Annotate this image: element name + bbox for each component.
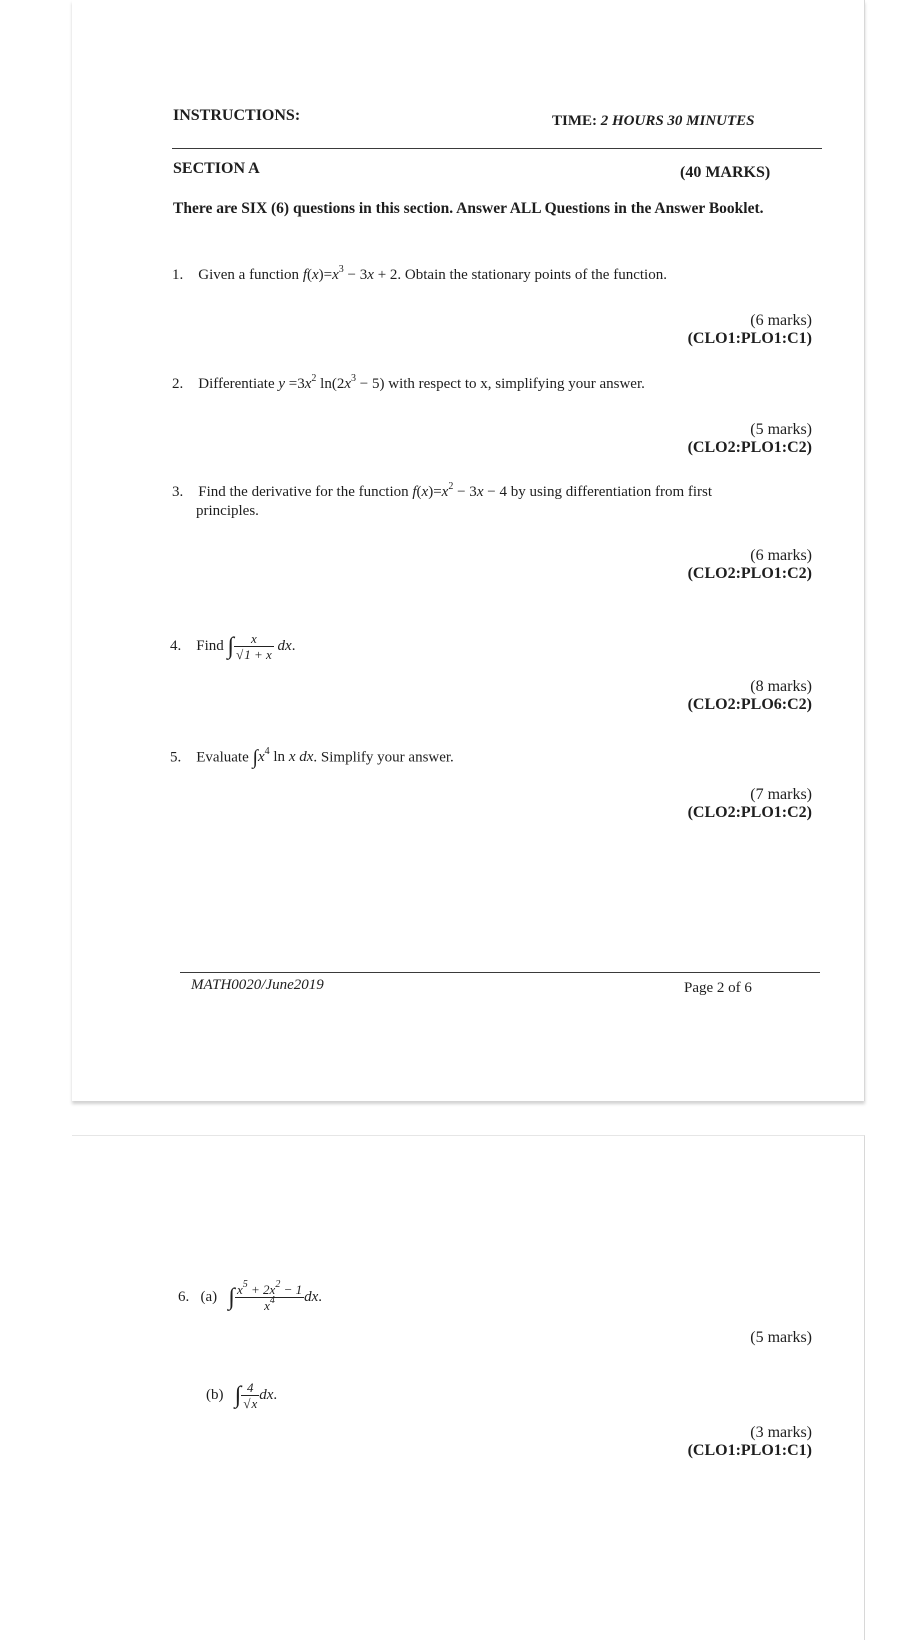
question-number: 5. xyxy=(170,749,182,766)
clo-label: (CLO2:PLO1:C2) xyxy=(687,804,812,821)
exam-page-1 xyxy=(72,0,865,1101)
question-text-after: . Obtain the stationary points of the function. xyxy=(397,267,667,283)
question-text: Differentiate xyxy=(198,376,275,392)
clo-label: (CLO1:PLO1:C1) xyxy=(687,1442,812,1459)
question-text-after: with respect to x, simplifying your answer. xyxy=(388,376,645,392)
part-a-label: (a) xyxy=(200,1288,218,1305)
question-3 xyxy=(172,481,713,501)
question-4 xyxy=(170,631,295,662)
part-a-math: ∫ $\frac{x^5 + 2x^2 - 1}{x^4}$ dx. xyxy=(228,1279,323,1313)
section-instruction: There are SIX (6) questions in this section. Answer ALL Questions in the Answer Booklet. xyxy=(173,200,764,217)
clo-label: (CLO2:PLO1:C2) xyxy=(687,439,812,456)
header-rule xyxy=(172,148,822,149)
question-text-after: by using differentiation from first xyxy=(510,484,713,500)
question-text: Find the derivative for the function xyxy=(198,484,409,500)
question-3-line-2: principles. xyxy=(196,503,259,519)
question-5-marks xyxy=(512,786,812,822)
question-1 xyxy=(172,264,667,284)
question-text-after: . Simplify your answer. xyxy=(313,749,454,766)
page-number: Page 2 of 6 xyxy=(684,980,752,996)
question-6-part-a xyxy=(178,1279,323,1313)
marks-label: (3 marks) xyxy=(750,1424,812,1441)
part-b-math: ∫ $\frac{4}{√x}$ dx. xyxy=(234,1380,278,1411)
marks-label: (6 marks) xyxy=(750,547,812,564)
section-title: SECTION A xyxy=(173,160,260,177)
question-math: ∫ $\frac{x}{√1 + x}$ dx xyxy=(227,631,292,662)
part-b-marks xyxy=(512,1424,812,1460)
question-2-marks xyxy=(512,421,812,457)
marks-label: (8 marks) xyxy=(750,678,812,695)
part-b-label: (b) xyxy=(206,1386,224,1403)
question-text: Given a function xyxy=(198,267,300,283)
marks-label: (5 marks) xyxy=(750,421,812,438)
time-value: 2 HOURS 30 MINUTES xyxy=(600,113,755,129)
question-3-marks xyxy=(512,547,812,583)
marks-label: (7 marks) xyxy=(750,786,812,803)
clo-label: (CLO2:PLO6:C2) xyxy=(687,696,812,713)
question-number: 4. xyxy=(170,637,182,654)
question-number: 2. xyxy=(172,376,184,392)
section-marks: (40 MARKS) xyxy=(680,164,771,181)
part-a-marks: (5 marks) xyxy=(750,1329,812,1346)
question-5 xyxy=(170,748,454,768)
exam-page-2 xyxy=(72,1135,865,1640)
time-info xyxy=(552,113,755,130)
clo-label: (CLO1:PLO1:C1) xyxy=(687,330,812,347)
question-math: $f(x)=x^3 - 3x + 2$ xyxy=(302,264,398,283)
time-label: TIME: xyxy=(552,113,597,129)
course-code: MATH0020/June2019 xyxy=(191,977,324,993)
question-math: $y =3x^2$ $\ln(2x^3 - 5)$ xyxy=(278,373,385,392)
question-text: Evaluate xyxy=(196,749,249,766)
question-math: $\int x^4$ ln x dx xyxy=(252,746,314,769)
question-text: Find xyxy=(196,637,224,654)
question-6-part-b xyxy=(206,1380,277,1411)
question-4-marks xyxy=(512,678,812,714)
question-number: 6. xyxy=(178,1288,190,1305)
question-text-after: . xyxy=(291,637,296,654)
question-number: 3. xyxy=(172,484,184,500)
question-1-marks xyxy=(512,312,812,348)
question-2 xyxy=(172,373,645,393)
question-math: $f(x)=x^2 - 3x - 4$ xyxy=(412,481,507,500)
marks-label: (6 marks) xyxy=(750,312,812,329)
clo-label: (CLO2:PLO1:C2) xyxy=(687,565,812,582)
question-number: 1. xyxy=(172,267,184,283)
instructions-heading: INSTRUCTIONS: xyxy=(173,107,301,124)
footer-rule xyxy=(180,972,820,973)
